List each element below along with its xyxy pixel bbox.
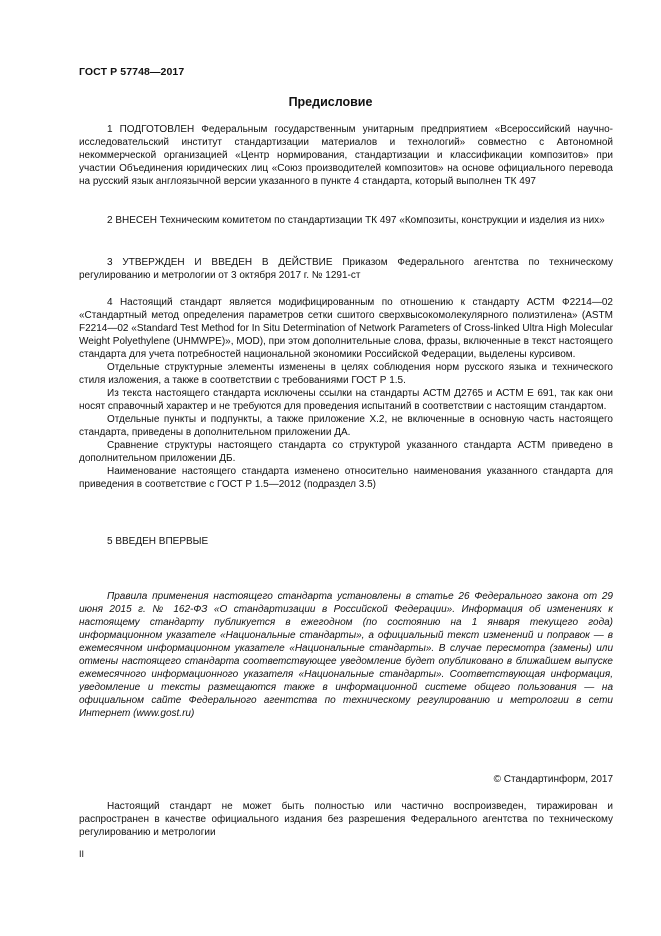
item-3-text: 3 УТВЕРЖДЕН И ВВЕДЕН В ДЕЙСТВИЕ Приказом Федерального агентства по техническому регулированию и метрологии от 3 октября 2017 г. № 1291-ст [79,257,613,281]
item-3-block [79,256,613,282]
rules-notice-text: Правила применения настоящего стандарта установлены в статье 26 Федерального закона от 29 июня 2015 г. № 162-ФЗ «О стандартизации в Российской Федерации». Информация об изменениях к настоящему стандарту публикуется в ежегодном (по состоянию на 1 января текущего года) информационном указателе «Национальные стандарты», а официальный текст изменений и поправок — в ежемесячном информационном указателе «Национальные стандарты». В случае пересмотра (замены) или отмены настоящего стандарта соответствующее уведомление будет опубликовано в ближайшем выпуске ежемесячного информационного указателя «Национальные стандарты». Соответствующая информация, уведомление и тексты размещаются также в информационной системе общего пользования — на официальном сайте Федерального агентства по техническому регулированию и метрологии в сети Интернет (www.gost.ru) [79,591,613,719]
item-5-block [79,535,613,548]
item-4-paragraph-2: Отдельные структурные элементы изменены в целях соблюдения норм русского языка и технического стиля изложения, а также в соответствии с требованиями ГОСТ Р 1.5. [79,362,613,386]
item-5-text: 5 ВВЕДЕН ВПЕРВЫЕ [107,536,209,547]
standard-code: ГОСТ Р 57748—2017 [79,66,185,78]
item-4-block [79,296,613,491]
rules-notice-block [79,590,613,720]
copyright: © Стандартинформ, 2017 [493,774,613,785]
item-1-text: 1 ПОДГОТОВЛЕН Федеральным государственным унитарным предприятием «Всероссийский научно-исследовательский институт стандартизации материалов и технологий» совместно с Автономной некоммерческой организацией «Центр нормирования, стандартизации и классификации композитов» при участии Объединения юридических лиц «Союз производителей композитов» на основе официального перевода на русский язык англоязычной версии указанного в пункте 4 стандарта, который выполнен ТК 497 [79,124,613,187]
item-1-block [79,123,613,188]
page-number: II [79,849,85,859]
item-2-block [79,214,613,227]
reproduction-notice-text: Настоящий стандарт не может быть полностью или частично воспроизведен, тиражирован и распространен в качестве официального издания без разрешения Федерального агентства по техническому регулированию и метрологии [79,801,613,838]
item-4-paragraph-4: Отдельные пункты и подпункты, а также приложение Х.2, не включенные в основную часть настоящего стандарта, приведены в дополнительном приложении ДА. [79,414,613,438]
reproduction-notice-block [79,800,613,839]
item-2-text: 2 ВНЕСЕН Техническим комитетом по стандартизации ТК 497 «Композиты, конструкции и изделия из них» [107,215,605,226]
item-4-paragraph-3: Из текста настоящего стандарта исключены ссылки на стандарты АСТМ Д2765 и АСТМ Е 691, так как они носят справочный характер и не требуются для проведения испытаний в соответствии с настоящим стандартом. [79,388,613,412]
page-title: Предисловие [288,95,373,109]
item-4-paragraph-6: Наименование настоящего стандарта изменено относительно наименования указанного стандарта для приведения в соответствие с ГОСТ Р 1.5—2012 (подраздел 3.5) [79,466,613,490]
item-4-text: 4 Настоящий стандарт является модифицированным по отношению к стандарту АСТМ Ф2214—02 «Стандартный метод определения параметров сетки сшитого сверхвысокомолекулярного полиэтилена» (ASTM F2214—02 «Standard Test Method for In Situ Determination of Network Parameters of Cross-linked Ultra High Molecular Weight Polyethylene (UHMWPE)», MOD), при этом дополнительные слова, фразы, включенные в текст настоящего стандарта для учета потребностей национальной экономики Российской Федерации, выделены курсивом. [79,297,613,360]
item-4-paragraph-5: Сравнение структуры настоящего стандарта со структурой указанного стандарта АСТМ приведено в дополнительном приложении ДБ. [79,440,613,464]
